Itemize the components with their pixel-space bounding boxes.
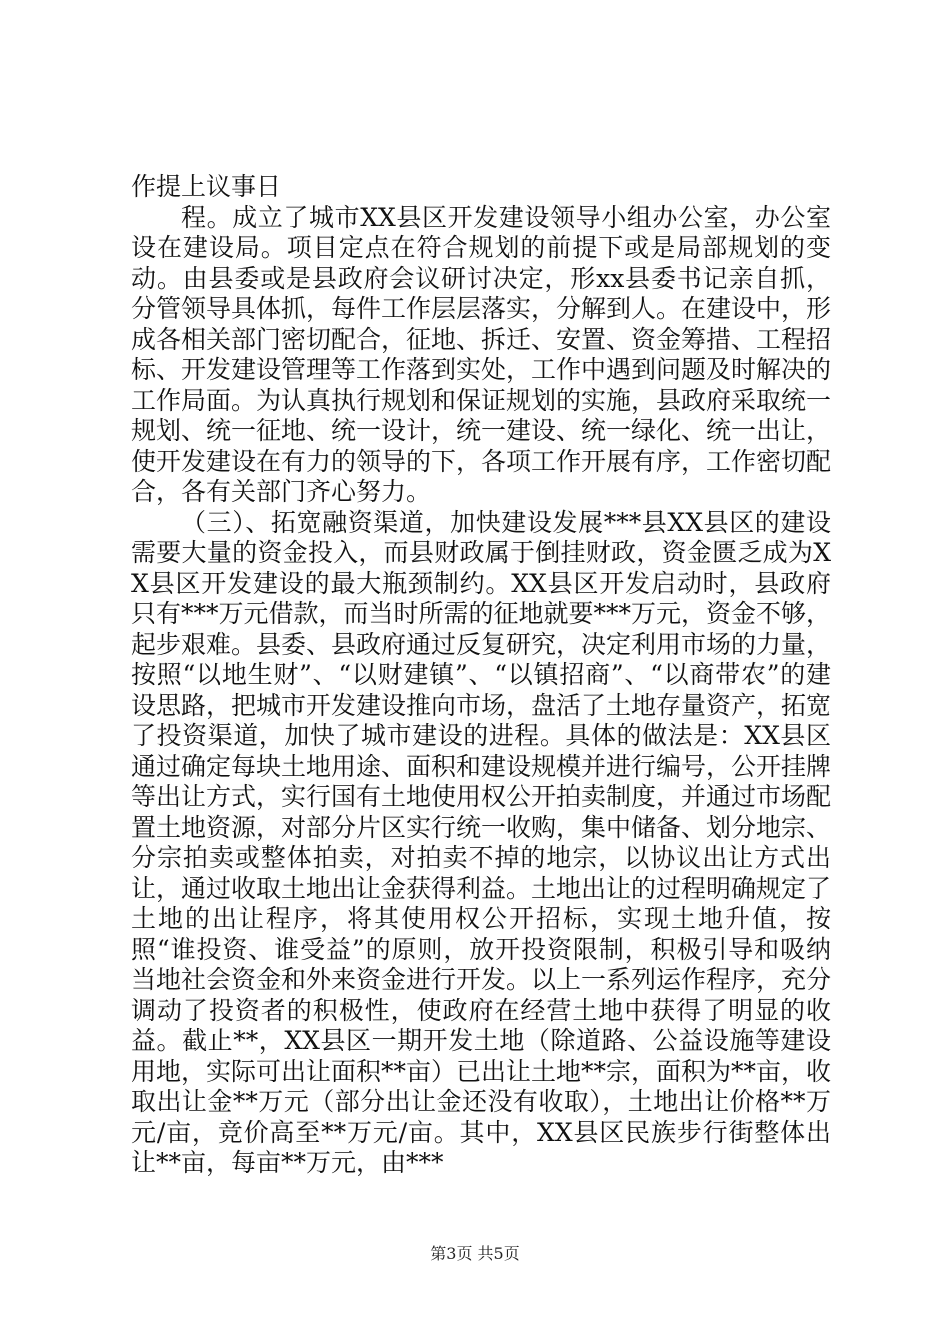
- paragraph-1: 程。成立了城市XX县区开发建设领导小组办公室，办公室设在建设局。项目定点在符合规划的前提下或是局部规划的变动。由县委或是县政府会议研讨决定，形xx县委书记亲自抓，分管领导具体抓，每件工作层层落实，分解到人。在建设中，形成各相关部门密切配合，征地、拆迁、安置、资金筹措、工程招标、开发建设管理等工作落到实处，工作中遇到问题及时解决的工作局面。为认真执行规划和保证规划的实施，县政府采取统一规划、统一征地、统一设计，统一建设、统一绿化、统一出让，使开发建设在有力的领导的下，各项工作开展有序，工作密切配合，各有关部门齐心努力。: [131, 202, 832, 506]
- heading-fragment: 作提上议事日: [131, 172, 282, 201]
- page-footer: 第3页 共5页: [430, 1244, 520, 1263]
- document-body: [131, 172, 831, 1179]
- paragraph-2: （三）、拓宽融资渠道，加快建设发展***县XX县区的建设需要大量的资金投入，而县财政属于倒挂财政，资金匮乏成为XX县区开发建设的最大瓶颈制约。XX县区开发启动时，县政府只有***万元借款，而当时所需的征地就要***万元，资金不够，起步艰难。县委、县政府通过反复研究，决定利用市场的力量，按照“以地生财”、“以财建镇”、“以镇招商”、“以商带农”的建设思路，把城市开发建设推向市场，盘活了土地存量资产，拓宽了投资渠道，加快了城市建设的进程。具体的做法是：XX县区通过确定每块土地用途、面积和建设规模并进行编号，公开挂牌等出让方式，实行国有土地使用权公开拍卖制度，并通过市场配置土地资源，对部分片区实行统一收购，集中储备、划分地宗、分宗拍卖或整体拍卖，对拍卖不掉的地宗，以协议出让方式出让，通过收取土地出让金获得利益。土地出让的过程明确规定了土地的出让程序，将其使用权公开招标，实现土地升值，按照“谁投资、谁受益”的原则，放开投资限制，积极引导和吸纳当地社会资金和外来资金进行开发。以上一系列运作程序，充分调动了投资者的积极性，使政府在经营土地中获得了明显的收益。截止**，XX县区一期开发土地（除道路、公益设施等建设用地，实际可出让面积**亩）已出让土地**宗，面积为**亩，收取出让金**万元（部分出让金还没有收取），土地出让价格**万元/亩，竞价高至**万元/亩。其中，XX县区民族步行街整体出让**亩，每亩**万元，由***: [131, 507, 832, 1177]
